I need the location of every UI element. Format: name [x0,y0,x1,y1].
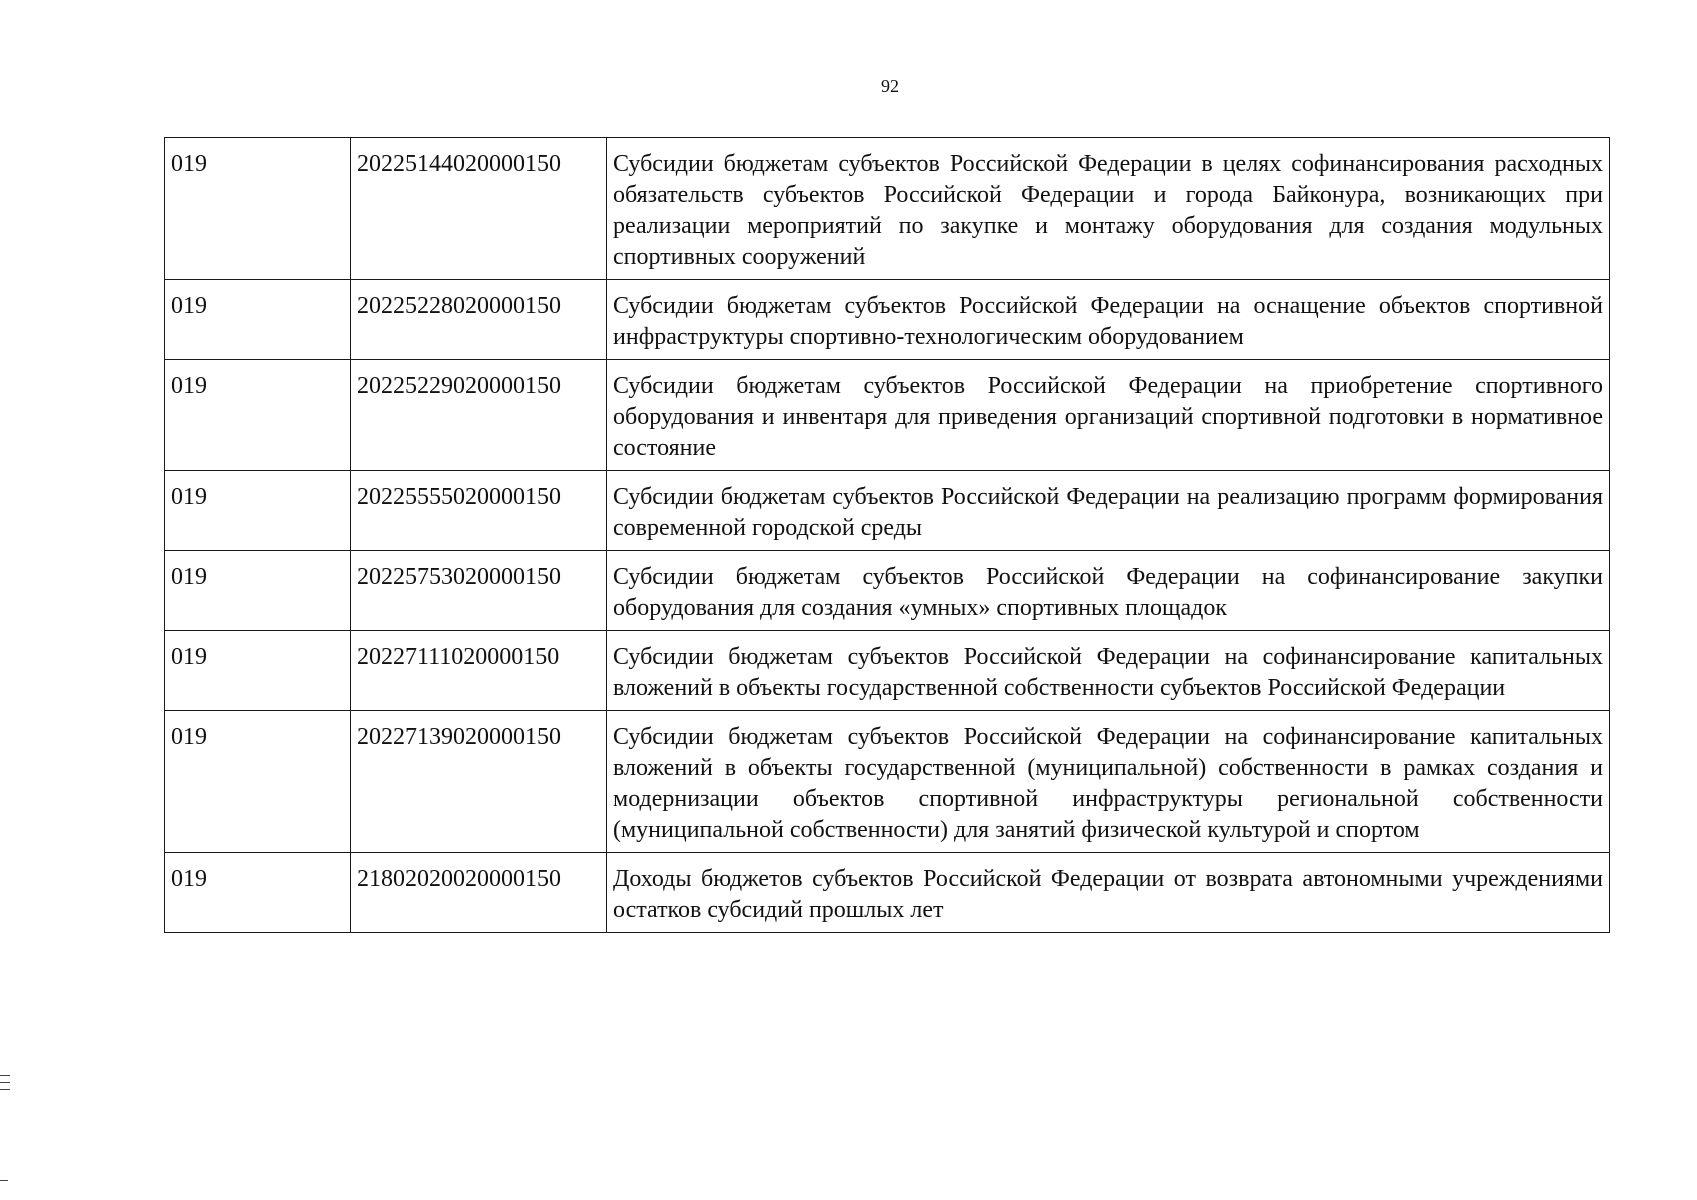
table-row [165,551,1610,631]
admin-code-cell: 019 [165,138,351,280]
description-cell: Субсидии бюджетам субъектов Российской Федерации на софинансирование капитальных вложений в объекты государственной собственности субъектов Российской Федерации [607,631,1610,711]
table-row [165,631,1610,711]
table-row [165,711,1610,853]
revenue-code-cell: 21802020020000150 [351,853,607,933]
admin-code-cell: 019 [165,280,351,360]
revenue-code-cell: 20225228020000150 [351,280,607,360]
revenue-code-cell: 20225555020000150 [351,471,607,551]
description-cell: Субсидии бюджетам субъектов Российской Федерации в целях софинансирования расходных обязательств субъектов Российской Федерации и города Байконура, возникающих при реализации мероприятий по закупке и монтажу оборудования для создания модульных спортивных сооружений [607,138,1610,280]
admin-code-cell: 019 [165,711,351,853]
scan-artifact [0,1082,10,1083]
description-cell: Субсидии бюджетам субъектов Российской Федерации на софинансирование капитальных вложений в объекты государственной (муниципальной) собственности в рамках создания и модернизации объектов спортивной инфраструктуры региональной собственности (муниципальной собственности) для занятий физической культурой и спортом [607,711,1610,853]
table-row [165,280,1610,360]
description-cell: Субсидии бюджетам субъектов Российской Федерации на оснащение объектов спортивной инфраструктуры спортивно-технологическим оборудованием [607,280,1610,360]
table-row [165,360,1610,471]
table-row [165,138,1610,280]
description-cell: Субсидии бюджетам субъектов Российской Федерации на софинансирование закупки оборудования для создания «умных» спортивных площадок [607,551,1610,631]
scan-artifact [0,1075,10,1076]
admin-code-cell: 019 [165,471,351,551]
table-row [165,853,1610,933]
description-cell: Субсидии бюджетам субъектов Российской Федерации на реализацию программ формирования современной городской среды [607,471,1610,551]
revenue-code-cell: 20225753020000150 [351,551,607,631]
revenue-code-cell: 20227139020000150 [351,711,607,853]
scan-artifact [0,1180,8,1181]
admin-code-cell: 019 [165,631,351,711]
admin-code-cell: 019 [165,360,351,471]
table-row [165,471,1610,551]
admin-code-cell: 019 [165,853,351,933]
revenue-code-cell: 20227111020000150 [351,631,607,711]
description-cell: Доходы бюджетов субъектов Российской Федерации от возврата автономными учреждениями остатков субсидий прошлых лет [607,853,1610,933]
revenue-codes-table [164,137,1610,933]
revenue-code-cell: 20225229020000150 [351,360,607,471]
scan-artifact [0,1089,10,1090]
admin-code-cell: 019 [165,551,351,631]
page-number: 92 [881,76,899,96]
description-cell: Субсидии бюджетам субъектов Российской Федерации на приобретение спортивного оборудования и инвентаря для приведения организаций спортивной подготовки в нормативное состояние [607,360,1610,471]
revenue-code-cell: 20225144020000150 [351,138,607,280]
